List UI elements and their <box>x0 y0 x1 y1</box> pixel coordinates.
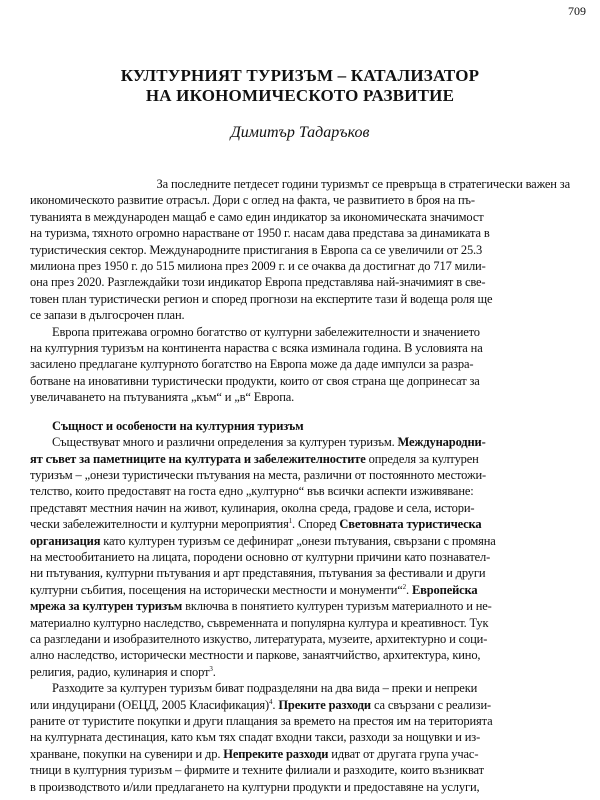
bold-term-icomos: Международни- <box>397 435 486 450</box>
text-fragment: чески забележителности и културни мероприятия <box>30 517 289 532</box>
text-fragment: или индуцирани (ОЕЦД, 2005 Класификация) <box>30 697 270 712</box>
text-line: увеличаването на пътуванията „към“ и „в“ Европа. <box>30 390 295 405</box>
text-line: туванията в международен мащаб е само един индикатор за икономическата значимост <box>30 209 484 224</box>
text-fragment: хранване, покупки на сувенири и др. <box>30 746 224 761</box>
text-line: представят местния начин на живот, кулинария, околна среда, градове и села, истори- <box>30 500 475 515</box>
text-fragment: като културен туризъм се дефинират „онези пътувания, свързани с промяна <box>100 533 496 548</box>
page-number: 709 <box>568 4 586 18</box>
text-line <box>30 434 570 450</box>
bold-term-icomos-cont: ят съвет за паметниците на културата и забележителностите <box>30 451 366 466</box>
footnote-ref: 4 <box>269 697 273 706</box>
text-line: ботване на иновативни туристически продукти, които от своя страна ще допринесат за <box>30 373 480 388</box>
text-fragment: . <box>272 697 279 712</box>
bold-term-unwto: Световната туристическа <box>339 517 482 532</box>
text-fragment: . <box>406 582 412 597</box>
text-line <box>30 516 570 532</box>
text-fragment: идват от другата група учас- <box>328 746 479 761</box>
text-fragment: включва в понятието културен туризъм материалното и не- <box>182 599 492 614</box>
footnote-ref: 2 <box>402 582 407 591</box>
text-line: на туризма, тяхното огромно нарастване от 1950 г. насам дава представа за динамиката в <box>30 226 490 241</box>
section-heading: Същност и особености на културния туризъм <box>52 418 304 433</box>
text-line <box>30 598 570 614</box>
text-line: на културната дестинация, като към тях спадат входни такси, разходи за нощувки и из- <box>30 730 481 745</box>
paragraph-definitions <box>30 434 570 680</box>
text-line <box>30 582 570 598</box>
text-line: ално наследство, исторически местности и паркове, занаятчийство, архитектура, кино, <box>30 648 481 663</box>
text-line: са разгледани и изобразителното изкуство, литературата, музеите, архитектурно и соци- <box>30 631 488 646</box>
text-line: раните от туристите покупки и други плащания за времето на престоя им на територията <box>30 714 493 728</box>
text-line: на културния туризъм на континента нараства с всяка изминала година. В условията на <box>30 341 483 356</box>
text-line <box>30 533 570 549</box>
text-line <box>30 746 570 762</box>
text-fragment: Съществуват много и различни определения за културен туризъм. <box>52 435 398 450</box>
title-line-2: НА ИКОНОМИЧЕСКОТО РАЗВИТИЕ <box>145 86 455 105</box>
paragraph-expenses <box>30 680 570 795</box>
text-line: се запази в дългосрочен план. <box>30 308 185 323</box>
paragraph-europe <box>30 324 570 406</box>
text-line: Европа притежава огромно богатство от културни забележителности и значението <box>52 324 480 339</box>
footnote-ref: 1 <box>288 517 293 526</box>
text-line: в производството и/или предлагането на културни продукти и предоставяне на услуги, <box>30 779 480 794</box>
text-line <box>30 664 570 680</box>
bold-term-indirect-expenses: Непреките разходи <box>223 746 329 761</box>
text-line: на местообитанието на лицата, породени основно от културни причини като познавател- <box>30 549 491 564</box>
text-line: материално културно наследство, съвременната и популярна култура и креативност. Тук <box>30 615 489 630</box>
text-line: она през 2020. Разглеждайки този индикатор Европа представлява най-значимият в све- <box>30 275 486 290</box>
bold-term-european-network: Европейска <box>411 582 478 597</box>
section-gap <box>30 406 570 418</box>
text-line: тници в културния туризъм – фирмите и техните филиали и разходите, които възникват <box>30 763 484 778</box>
text-line: туризъм – „онези туристически пътувания на места, различни от постоянното местожи- <box>30 467 486 482</box>
text-fragment: определя за културен <box>365 451 479 466</box>
author-name: Димитър Тадаръков <box>230 124 370 141</box>
text-line: Разходите за културен туризъм биват подразделяни на два вида – преки и непреки <box>52 681 478 696</box>
text-line: милиона през 1950 г. до 515 милиона през 2009 г. и се очаква да достигнат до 717 мили- <box>30 259 486 274</box>
paragraph-intro <box>30 176 570 324</box>
text-line <box>30 451 570 467</box>
text-line: засилено предлагане културното богатство на Европа може да даде импулси за разра- <box>30 357 474 372</box>
text-fragment: религия, радио, кулинария и спорт <box>30 664 210 679</box>
bold-term-direct-expenses: Преките разходи <box>278 697 371 712</box>
text-line: ни пътувания, културни пътувания и арт представяния, пътувания за фестивали и други <box>30 566 486 581</box>
text-fragment: . Според <box>292 517 340 532</box>
text-line: икономическото развитие отрасъл. Дори с оглед на факта, че развитието в броя на пъ- <box>30 193 475 208</box>
title-line-1: КУЛТУРНИЯТ ТУРИЗЪМ – КАТАЛИЗАТОР <box>120 66 480 85</box>
bold-term-european-network-cont: мрежа за културен туризъм <box>30 599 183 614</box>
article-title <box>0 66 600 106</box>
text-fragment: . <box>212 664 216 679</box>
footnote-ref: 3 <box>209 664 213 673</box>
text-fragment: са свързани с реализи- <box>370 697 492 712</box>
article-body <box>30 176 570 795</box>
text-line: туристическия сектор. Международните пристигания в Европа са се увеличили от 25.3 <box>30 242 483 257</box>
text-line: телство, които предоставят на госта едно „културно“ във всички аспекти изживяване: <box>30 484 474 499</box>
text-fragment: културни събития, посещения на исторически местности и монументи“ <box>30 582 403 597</box>
text-line: товен план туристически регион и според прогнози на експертите тази й водеща роля ще <box>30 291 493 306</box>
text-line: За последните петдесет години туризмът се превръща в стратегически важен за <box>156 177 570 191</box>
bold-term-unwto-cont: организация <box>30 533 101 548</box>
text-line <box>30 697 570 713</box>
